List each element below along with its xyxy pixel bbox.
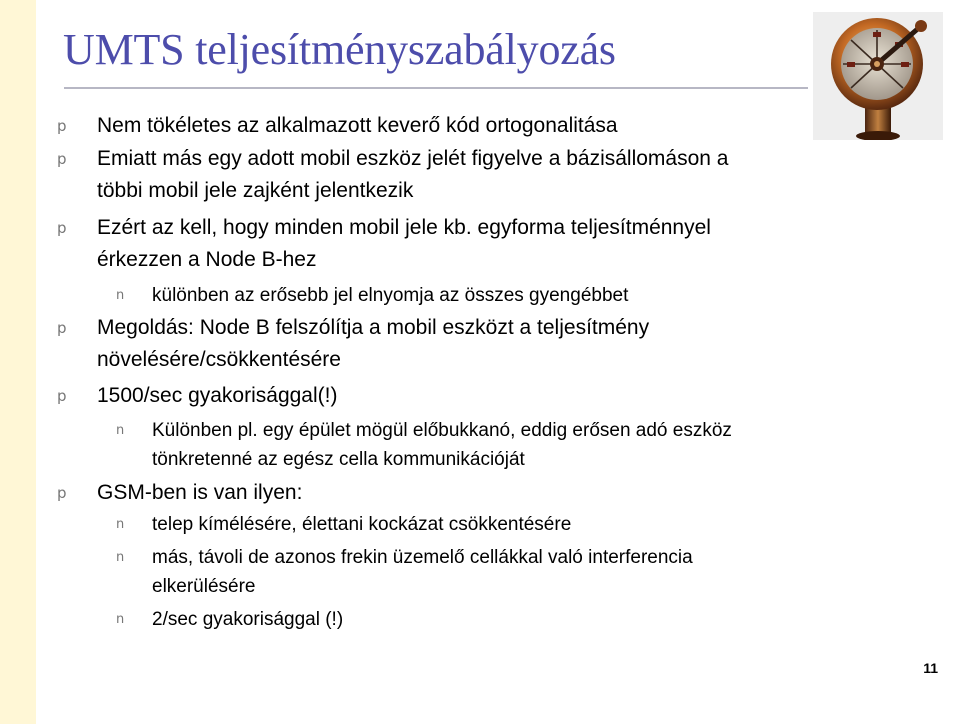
list-item — [57, 312, 650, 376]
slide-title: UMTS teljesítményszabályozás — [63, 25, 616, 74]
bullet-text-continued: tönkretenné az egész cella kommunikációját — [152, 449, 525, 470]
bullet-text: 1500/sec gyakorisággal(!) — [97, 384, 338, 407]
page-number: 11 — [923, 660, 938, 676]
bullet-text: Nem tökéletes az alkalmazott keverő kód ortogonalitása — [97, 114, 618, 137]
bullet-marker: p — [57, 387, 67, 405]
bullet-marker: p — [57, 117, 67, 135]
list-item — [57, 380, 338, 412]
engine-telegraph-image — [813, 12, 943, 140]
sub-bullet-marker: n — [116, 612, 125, 627]
bullet-text: Ezért az kell, hogy minden mobil jele kb. egyforma teljesítménnyel — [97, 216, 711, 239]
bullet-text: Emiatt más egy adott mobil eszköz jelét figyelve a bázisállomáson a — [97, 147, 729, 170]
bullet-text: más, távoli de azonos frekin üzemelő cellákkal való interferencia — [152, 547, 693, 568]
sub-bullet-marker: n — [116, 517, 125, 532]
list-item — [57, 477, 303, 509]
bullet-marker: p — [57, 319, 67, 337]
left-accent-bar — [0, 0, 36, 724]
bullet-text: Különben pl. egy épület mögül előbukkanó, eddig erősen adó eszköz — [152, 420, 732, 441]
sub-bullet-marker: n — [116, 288, 125, 303]
list-item — [57, 212, 711, 276]
sub-bullet-marker: n — [116, 423, 125, 438]
title-divider — [64, 87, 808, 89]
sub-list-item — [116, 605, 344, 634]
bullet-text-continued: érkezzen a Node B-hez — [97, 248, 317, 271]
bullet-text-continued: növelésére/csökkentésére — [97, 348, 341, 371]
bullet-text: telep kímélésére, élettani kockázat csökkentésére — [152, 514, 572, 535]
bullet-marker: p — [57, 219, 67, 237]
bullet-text-continued: többi mobil jele zajként jelentkezik — [97, 179, 414, 202]
list-item — [57, 143, 729, 207]
bullet-marker: p — [57, 150, 67, 168]
sub-list-item — [116, 510, 572, 539]
sub-list-item — [116, 543, 693, 601]
sub-list-item — [116, 281, 629, 310]
bullet-text: 2/sec gyakorisággal (!) — [152, 609, 344, 630]
bullet-text: Megoldás: Node B felszólítja a mobil eszközt a teljesítmény — [97, 316, 650, 339]
bullet-marker: p — [57, 484, 67, 502]
bullet-text: GSM-ben is van ilyen: — [97, 481, 303, 504]
list-item — [57, 110, 618, 142]
bullet-text: különben az erősebb jel elnyomja az összes gyengébbet — [152, 285, 629, 306]
bullet-text-continued: elkerülésére — [152, 576, 256, 597]
sub-bullet-marker: n — [116, 550, 125, 565]
sub-list-item — [116, 416, 732, 474]
